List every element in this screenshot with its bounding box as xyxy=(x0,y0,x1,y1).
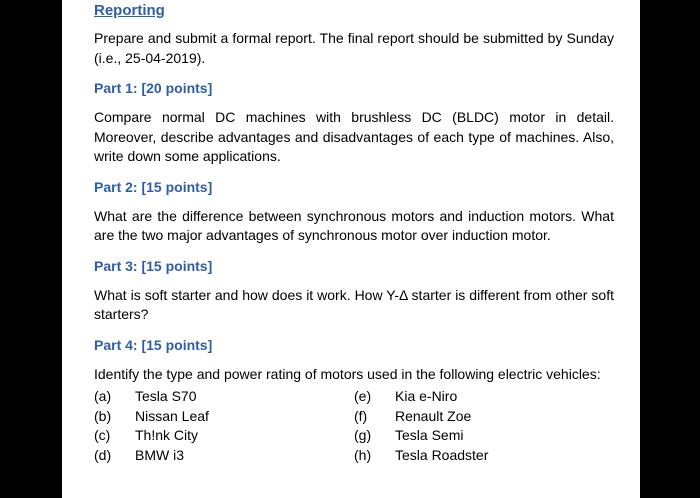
vehicle-name: Nissan Leaf xyxy=(135,407,209,424)
list-item xyxy=(354,446,614,466)
list-marker: (a) xyxy=(94,388,112,404)
vehicle-list-right xyxy=(354,387,614,465)
part-3-text: What is soft starter and how does it work. How Y-Δ starter is different from other soft starters? xyxy=(94,286,614,322)
intro-paragraph: Prepare and submit a formal report. The final report should be submitted by Sunday (i.e., 25-04-2019). xyxy=(94,30,614,66)
list-item xyxy=(354,426,614,446)
part-4-heading: Part 4: [15 points] xyxy=(94,336,213,353)
list-item xyxy=(94,407,354,427)
list-marker: (h) xyxy=(354,446,372,463)
vehicle-name: Renault Zoe xyxy=(395,407,472,424)
list-marker: (f) xyxy=(354,407,368,424)
part-1-heading: Part 1: [20 points] xyxy=(94,80,213,96)
document-content xyxy=(94,2,614,465)
part-3-heading: Part 3: [15 points] xyxy=(94,257,213,274)
vehicle-name: Th!nk City xyxy=(135,427,199,443)
vehicle-name: BMW i3 xyxy=(135,446,184,463)
part-2-heading: Part 2: [15 points] xyxy=(94,178,213,195)
list-item xyxy=(94,426,354,446)
list-marker: (g) xyxy=(354,427,372,443)
list-marker: (b) xyxy=(94,407,112,424)
list-marker: (d) xyxy=(94,446,112,463)
vehicle-name: Tesla S70 xyxy=(135,388,197,404)
vehicle-name: Tesla Semi xyxy=(395,427,464,443)
list-marker: (e) xyxy=(354,388,372,404)
document-page xyxy=(62,0,640,498)
part-1-text: Compare normal DC machines with brushless DC (BLDC) motor in detail. Moreover, describe advantages and disadvantages of each type of machines. Also, write down some applications. xyxy=(94,109,614,164)
vehicle-name: Tesla Roadster xyxy=(395,446,489,463)
part-4-text: Identify the type and power rating of motors used in the following electric vehicles: xyxy=(94,365,601,382)
part-2-text: What are the difference between synchronous motors and induction motors. What are the two major advantages of synchronous motor over induction motor. xyxy=(94,207,614,243)
list-marker: (c) xyxy=(94,427,111,443)
list-item xyxy=(94,446,354,466)
vehicle-list-left xyxy=(94,387,354,465)
section-title: Reporting xyxy=(94,2,165,19)
vehicle-name: Kia e-Niro xyxy=(395,388,458,404)
vehicle-list xyxy=(94,387,614,465)
list-item xyxy=(354,387,614,407)
list-item xyxy=(354,407,614,427)
list-item xyxy=(94,387,354,407)
